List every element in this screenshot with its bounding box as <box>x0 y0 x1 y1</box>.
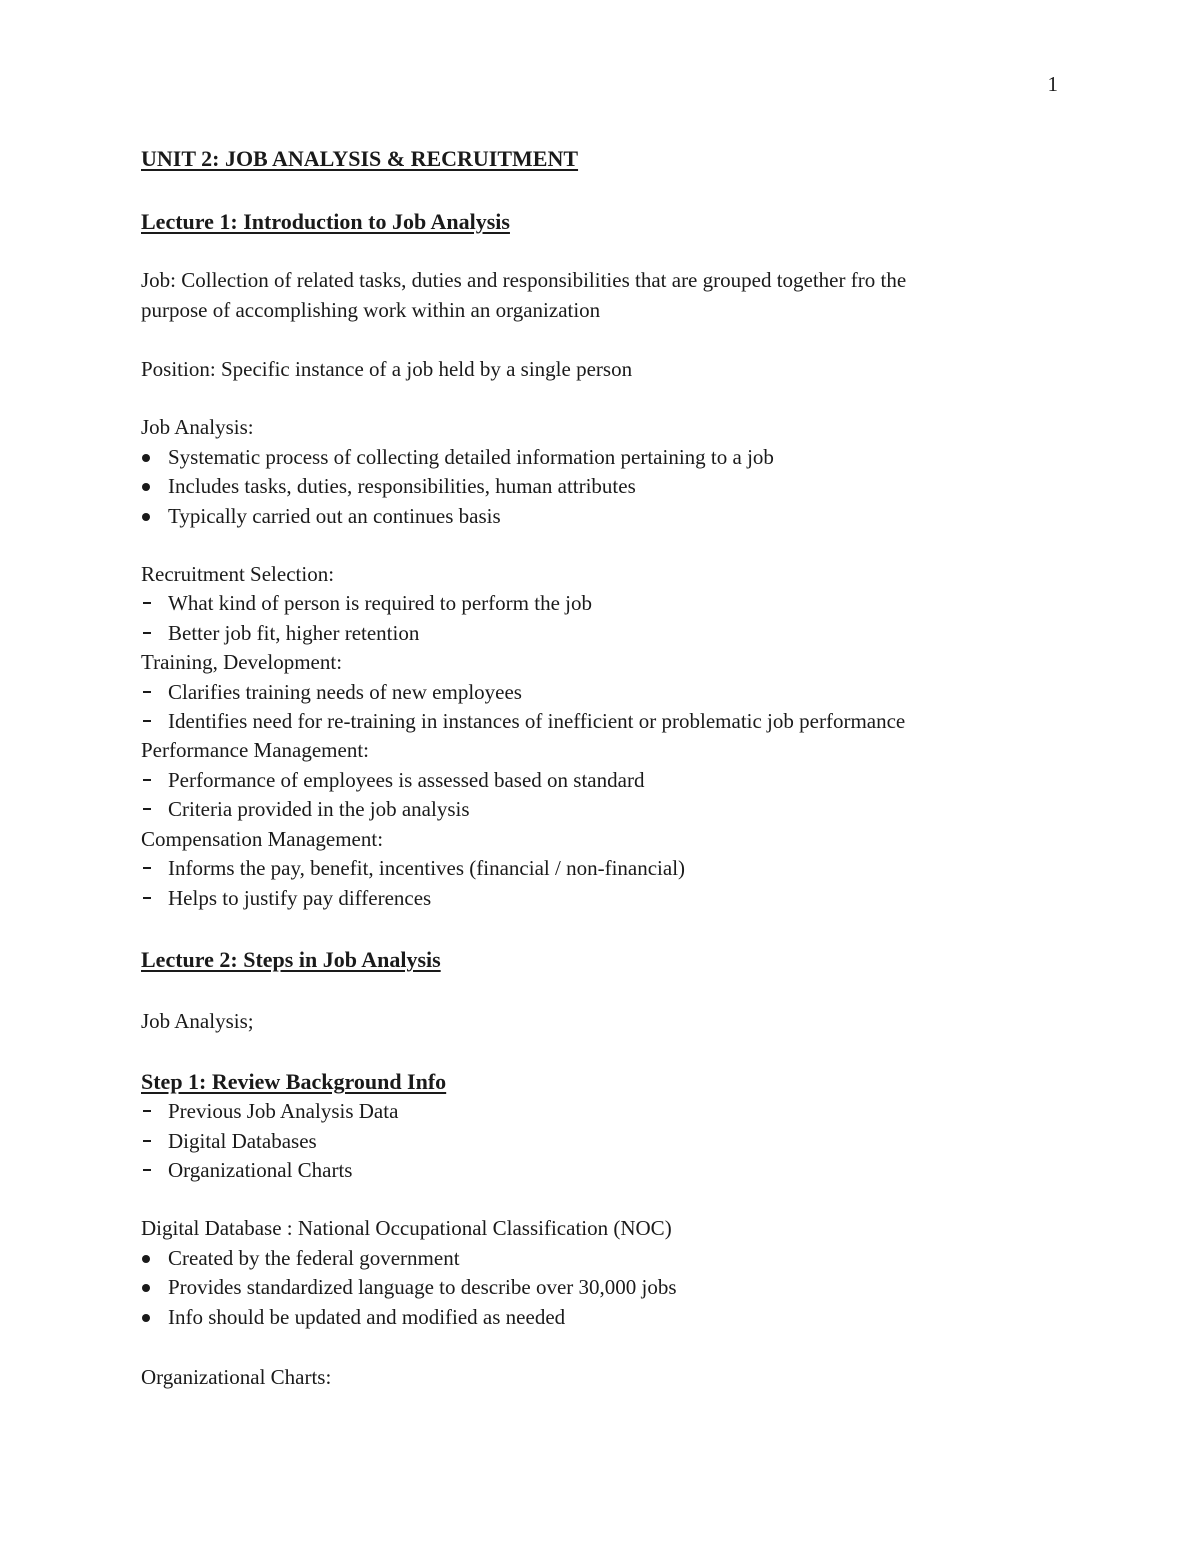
list-item: Includes tasks, duties, responsibilities, human attributes <box>168 474 636 498</box>
org-charts-label: Organizational Charts: <box>141 1365 332 1389</box>
performance-label: Performance Management: <box>141 738 369 762</box>
list-item: Helps to justify pay differences <box>168 886 432 910</box>
list-item: Informs the pay, benefit, incentives (financial / non-financial) <box>168 856 686 880</box>
list-item: Performance of employees is assessed based on standard <box>168 768 645 792</box>
position-definition: Position: Specific instance of a job held by a single person <box>141 357 633 381</box>
list-item: Provides standardized language to describe over 30,000 jobs <box>168 1275 677 1299</box>
job-definition-line-1: Job: Collection of related tasks, duties and responsibilities that are grouped together fro the <box>141 268 907 292</box>
step-1-heading: Step 1: Review Background Info <box>141 1069 447 1094</box>
list-item: What kind of person is required to perform the job <box>168 591 592 615</box>
job-analysis-line: Job Analysis; <box>141 1009 254 1033</box>
noc-label: Digital Database : National Occupational Classification (NOC) <box>141 1216 672 1240</box>
unit-title: UNIT 2: JOB ANALYSIS & RECRUITMENT <box>141 146 579 171</box>
recruitment-label: Recruitment Selection: <box>141 562 335 586</box>
lecture-2-heading: Lecture 2: Steps in Job Analysis <box>141 947 441 972</box>
list-item: Identifies need for re-training in instances of inefficient or problematic job performance <box>168 709 906 733</box>
list-item: Digital Databases <box>168 1129 317 1153</box>
list-item: Info should be updated and modified as needed <box>168 1305 566 1329</box>
page-number: 1 <box>1047 72 1058 96</box>
compensation-label: Compensation Management: <box>141 827 384 851</box>
job-definition-line-2: purpose of accomplishing work within an organization <box>141 298 601 322</box>
list-item: Criteria provided in the job analysis <box>168 797 470 821</box>
list-item: Created by the federal government <box>168 1246 460 1270</box>
job-analysis-label: Job Analysis: <box>141 415 254 439</box>
list-item: Organizational Charts <box>168 1158 353 1182</box>
training-label: Training, Development: <box>141 650 343 674</box>
lecture-1-heading: Lecture 1: Introduction to Job Analysis <box>141 209 510 234</box>
list-item: Typically carried out an continues basis <box>168 504 501 528</box>
list-item: Previous Job Analysis Data <box>168 1099 399 1123</box>
list-item: Clarifies training needs of new employees <box>168 680 522 704</box>
list-item: Better job fit, higher retention <box>168 621 420 645</box>
list-item: Systematic process of collecting detailed information pertaining to a job <box>168 445 774 469</box>
